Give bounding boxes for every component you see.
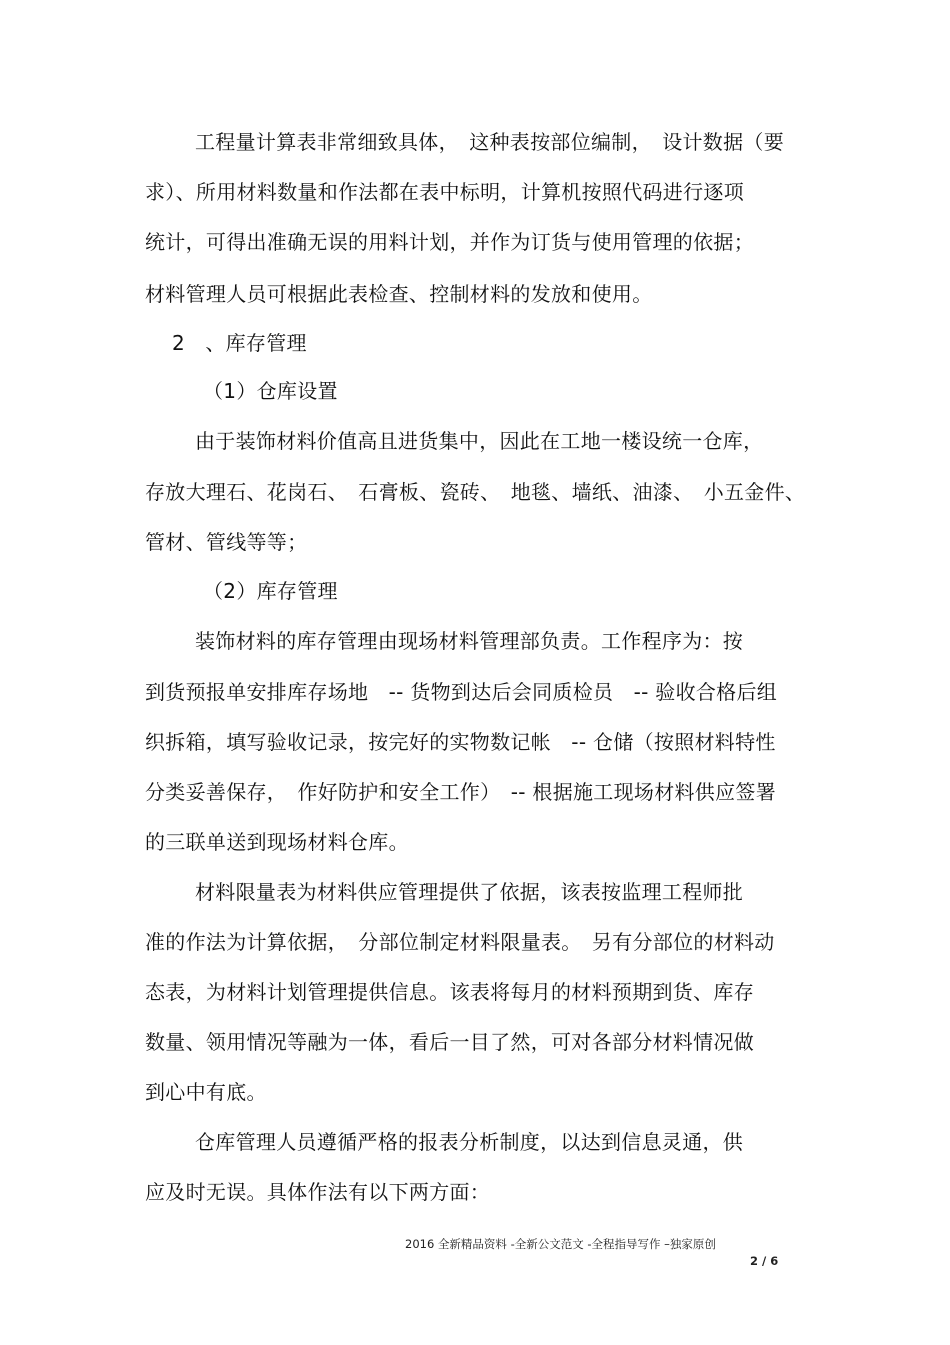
text-line: 态表，为材料计划管理提供信息。该表将每月的材料预期到货、库存 <box>145 980 754 1004</box>
text-line: 工程量计算表非常细致具体， 这种表按部位编制， 设计数据（要 <box>195 130 784 154</box>
text-line: 管材、管线等等； <box>145 530 308 554</box>
text-line: 应及时无误。具体作法有以下两方面： <box>145 1180 491 1204</box>
text-line: 到货预报单安排库存场地 -- 货物到达后会同质检员 -- 验收合格后组 <box>145 680 778 704</box>
text-line: 到心中有底。 <box>145 1080 267 1104</box>
text-line: 的三联单送到现场材料仓库。 <box>145 830 409 854</box>
text-line: 仓库管理人员遵循严格的报表分析制度，以达到信息灵通，供 <box>195 1130 744 1154</box>
text-line: 织拆箱，填写验收记录，按完好的实物数记帐 -- 仓储（按照材料特性 <box>145 730 776 754</box>
subsection-heading: （1）仓库设置 <box>203 379 338 403</box>
text-line: 装饰材料的库存管理由现场材料管理部负责。工作程序为：按 <box>195 629 744 653</box>
section-heading: 2 、库存管理 <box>172 331 307 355</box>
text-line: 存放大理石、花岗石、 石膏板、瓷砖、 地毯、墙纸、油漆、 小五金件、 <box>145 480 806 504</box>
text-line: 分类妥善保存， 作好防护和安全工作） -- 根据施工现场材料供应签署 <box>145 780 776 804</box>
page-number: 2 / 6 <box>750 1254 779 1268</box>
text-line: 材料管理人员可根据此表检查、控制材料的发放和使用。 <box>145 282 653 306</box>
text-line: 统计，可得出准确无误的用料计划，并作为订货与使用管理的依据； <box>145 230 754 254</box>
text-line: 材料限量表为材料供应管理提供了依据，该表按监理工程师批 <box>195 880 744 904</box>
page-footer: 2016 全新精品资料 -全新公文范文 -全程指导写作 –独家原创 <box>405 1237 716 1251</box>
text-line: 由于装饰材料价值高且进货集中，因此在工地一楼设统一仓库， <box>195 429 764 453</box>
text-line: 数量、领用情况等融为一体，看后一目了然，可对各部分材料情况做 <box>145 1030 754 1054</box>
text-line: 求）、所用材料数量和作法都在表中标明，计算机按照代码进行逐项 <box>145 180 744 204</box>
subsection-heading: （2）库存管理 <box>203 579 338 603</box>
text-line: 准的作法为计算依据， 分部位制定材料限量表。 另有分部位的材料动 <box>145 930 775 954</box>
